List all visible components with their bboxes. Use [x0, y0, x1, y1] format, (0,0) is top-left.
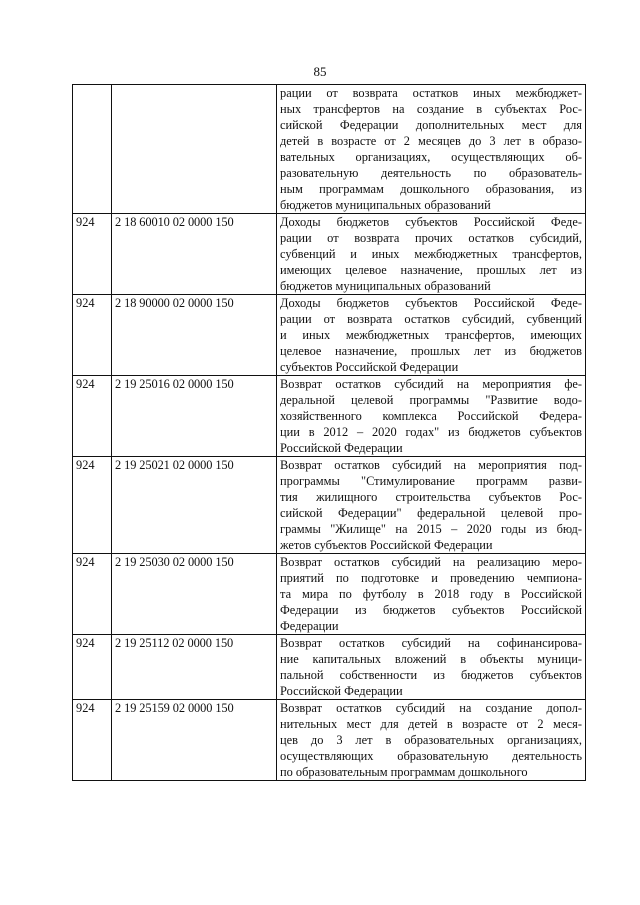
description-line: жетов субъектов Российской Федерации [280, 538, 493, 552]
description-line: Доходы бюджетов субъектов Российской Феде- [280, 215, 582, 229]
admin-code-cell: 924 [73, 700, 112, 781]
description-cell [277, 376, 586, 457]
description-line: рации от возврата остатков субсидий, субвенций [280, 312, 582, 326]
description-line: детей в возрасте от 2 месяцев до 3 лет в образо- [280, 134, 582, 148]
description-cell [277, 85, 586, 214]
description-line: вательных организациях, осуществляющих об- [280, 150, 582, 164]
description-line: бюджетов муниципальных образований [280, 198, 491, 212]
description-cell [277, 214, 586, 295]
description-cell [277, 295, 586, 376]
description-line: Возврат остатков субсидий на мероприятия фе- [280, 377, 582, 391]
description-line: разовательную деятельность по образователь- [280, 166, 582, 180]
admin-code-cell: 924 [73, 457, 112, 554]
description-line: Российской Федерации [280, 684, 403, 698]
description-line: Возврат остатков субсидий на мероприятия под- [280, 458, 582, 472]
page-number: 85 [313, 64, 327, 79]
description-line: граммы "Жилище" на 2015 – 2020 годы из бюд- [280, 522, 582, 536]
budget-classification-code-cell: 2 19 25112 02 0000 150 [112, 635, 277, 700]
description-line: по образовательным программам дошкольного [280, 765, 528, 779]
description-line: рации от возврата прочих остатков субсидий, [280, 231, 582, 245]
description-cell [277, 700, 586, 781]
budget-codes-table [72, 84, 586, 781]
description-line: сийской Федерации дополнительных мест для [280, 118, 582, 132]
description-line: тия жилищного строительства субъектов Рос- [280, 490, 582, 504]
description-line: Федерации [280, 619, 339, 633]
description-line: Российской Федерации [280, 441, 403, 455]
description-line: Возврат остатков субсидий на софинансирова- [280, 636, 582, 650]
description-line: рации от возврата остатков иных межбюджет- [280, 86, 582, 100]
table-body [73, 85, 586, 781]
budget-classification-code-cell: 2 18 90000 02 0000 150 [112, 295, 277, 376]
description-line: нительных мест для детей в возрасте от 2 меся- [280, 717, 582, 731]
description-line: субъектов Российской Федерации [280, 360, 459, 374]
admin-code-cell [73, 85, 112, 214]
budget-classification-code-cell: 2 19 25030 02 0000 150 [112, 554, 277, 635]
table-row [73, 554, 586, 635]
budget-classification-code-cell: 2 19 25016 02 0000 150 [112, 376, 277, 457]
budget-classification-code-cell: 2 19 25021 02 0000 150 [112, 457, 277, 554]
description-line: сийской Федерации" федеральной целевой про- [280, 506, 582, 520]
description-line: Доходы бюджетов субъектов Российской Феде- [280, 296, 582, 310]
description-line: программы "Стимулирование программ разви- [280, 474, 582, 488]
table-row [73, 85, 586, 214]
description-line: бюджетов муниципальных образований [280, 279, 491, 293]
description-line: ным программам дошкольного образования, из [280, 182, 582, 196]
description-line: и иных межбюджетных трансфертов, имеющих [280, 328, 582, 342]
description-line: та мира по футболу в 2018 году в Российской [280, 587, 582, 601]
table-row [73, 376, 586, 457]
description-cell [277, 457, 586, 554]
admin-code-cell: 924 [73, 635, 112, 700]
description-line: хозяйственного комплекса Российской Федера- [280, 409, 582, 423]
description-line: пальной собственности из бюджетов субъектов [280, 668, 582, 682]
budget-classification-code-cell: 2 18 60010 02 0000 150 [112, 214, 277, 295]
description-line: Федерации из бюджетов субъектов Российской [280, 603, 582, 617]
description-cell [277, 635, 586, 700]
table-row [73, 214, 586, 295]
description-line: ние капитальных вложений в объекты муници- [280, 652, 582, 666]
description-line: цев до 3 лет в образовательных организациях, [280, 733, 582, 747]
budget-classification-code-cell [112, 85, 277, 214]
table-row [73, 295, 586, 376]
description-line: Возврат остатков субсидий на создание допол- [280, 701, 582, 715]
description-line: приятий по подготовке и проведению чемпиона- [280, 571, 582, 585]
admin-code-cell: 924 [73, 295, 112, 376]
description-line: субвенций и иных межбюджетных трансфертов, [280, 247, 582, 261]
description-line: Возврат остатков субсидий на реализацию меро- [280, 555, 582, 569]
admin-code-cell: 924 [73, 554, 112, 635]
description-line: осуществляющих образовательную деятельность [280, 749, 582, 763]
description-line: ных трансфертов на создание в субъектах Рос- [280, 102, 582, 116]
table-row [73, 700, 586, 781]
description-line: имеющих целевое назначение, прошлых лет из [280, 263, 582, 277]
table-row [73, 457, 586, 554]
description-line: ции в 2012 – 2020 годах" из бюджетов субъектов [280, 425, 582, 439]
budget-classification-code-cell: 2 19 25159 02 0000 150 [112, 700, 277, 781]
admin-code-cell: 924 [73, 214, 112, 295]
description-cell [277, 554, 586, 635]
description-line: целевое назначение, прошлых лет из бюджетов [280, 344, 582, 358]
description-line: деральной целевой программы "Развитие водо- [280, 393, 582, 407]
admin-code-cell: 924 [73, 376, 112, 457]
table-row [73, 635, 586, 700]
